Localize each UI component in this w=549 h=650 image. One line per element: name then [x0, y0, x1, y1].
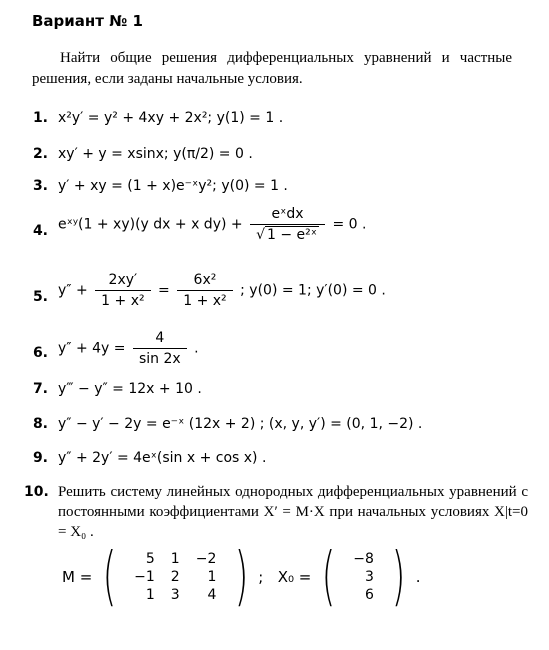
end-period: .: [415, 568, 421, 586]
radicand: 1 − e²ˣ: [267, 227, 317, 243]
matrix-row: [62, 540, 421, 614]
matrix-cell: 5: [145, 551, 155, 567]
matrix-m: [126, 550, 224, 604]
problem-equation: y″ − y′ − 2y = e⁻ˣ (12x + 2) ; (x, y, y′) = (0, 1, −2) .: [58, 416, 423, 432]
left-paren: (: [321, 540, 336, 614]
vector-cell: 6: [364, 587, 374, 603]
numerator: eˣdx: [250, 206, 325, 225]
numerator: 4: [133, 330, 187, 349]
fraction-2: [177, 272, 232, 309]
matrix-m-label: M =: [62, 568, 93, 586]
matrix-cell: 3: [170, 587, 180, 603]
problem-number: 5.: [32, 289, 48, 305]
problem-equation: y″ + 2y′ = 4eˣ(sin x + cos x) .: [58, 450, 267, 466]
variant-title: Вариант № 1: [32, 12, 143, 30]
denominator: 1 + x²: [101, 293, 145, 309]
problem-number: 10.: [24, 484, 49, 500]
problem-number: 4.: [32, 223, 48, 239]
equation-part: y″ + 4y =: [58, 340, 126, 357]
denominator: 1 + x²: [183, 293, 227, 309]
matrix-cell: 1: [207, 569, 217, 585]
problem-number: 2.: [32, 146, 48, 162]
problem-number: 3.: [32, 178, 48, 194]
separator: ;: [258, 568, 264, 586]
vector-x0-label: X₀ =: [277, 568, 312, 586]
initial-conditions: ; y(0) = 1; y′(0) = 0 .: [240, 282, 386, 299]
task-intro: Найти общие решения дифференциальных уравнений и частные решения, если заданы начальные условия.: [32, 50, 512, 87]
vector-x0: [345, 550, 382, 604]
problem-number: 6.: [32, 345, 48, 361]
right-paren: ): [234, 540, 249, 614]
problem-equation: [58, 330, 199, 367]
problem-equation: x²y′ = y² + 4xy + 2x²; y(1) = 1 .: [58, 110, 284, 126]
matrix-cell: 1: [145, 587, 155, 603]
left-paren: (: [102, 540, 117, 614]
equals-sign: =: [158, 282, 170, 299]
numerator: 2xy′: [95, 272, 150, 291]
problem-number: 1.: [32, 110, 48, 126]
problem-10-text: Решить систему линейных однородных дифференциальных уравнений с постоянными коэффициентами X′ = M·X при начальных условиях X|t=0 = X₀ .: [58, 484, 528, 540]
problem-equation: y‴ − y″ = 12x + 10 .: [58, 381, 202, 397]
equation-rhs: = 0 .: [332, 216, 367, 233]
equation-lhs: eˣʸ(1 + xy)(y dx + x dy) +: [58, 216, 243, 233]
matrix-cell: 4: [207, 587, 217, 603]
problem-equation: y′ + xy = (1 + x)e⁻ˣy²; y(0) = 1 .: [58, 178, 288, 194]
fraction: [133, 330, 187, 367]
problem-number: 9.: [32, 450, 48, 466]
numerator: 6x²: [177, 272, 232, 291]
matrix-cell: 2: [170, 569, 180, 585]
problem-equation: [58, 272, 386, 309]
fraction: [250, 206, 325, 243]
matrix-cell: −2: [195, 551, 217, 567]
vector-cell: 3: [364, 569, 374, 585]
denominator: sin 2x: [138, 351, 181, 367]
right-paren: ): [391, 540, 406, 614]
equation-end: .: [194, 340, 199, 357]
vector-cell: −8: [353, 551, 374, 567]
problem-equation: [58, 206, 366, 243]
matrix-cell: 1: [170, 551, 180, 567]
equation-part: y″ +: [58, 282, 88, 299]
problem-number: 7.: [32, 381, 48, 397]
problem-number: 8.: [32, 416, 48, 432]
problem-equation: xy′ + y = xsinx; y(π/2) = 0 .: [58, 146, 253, 162]
denominator: √ 1 − e²ˣ: [256, 227, 317, 243]
matrix-cell: −1: [134, 569, 155, 585]
fraction-1: [95, 272, 150, 309]
